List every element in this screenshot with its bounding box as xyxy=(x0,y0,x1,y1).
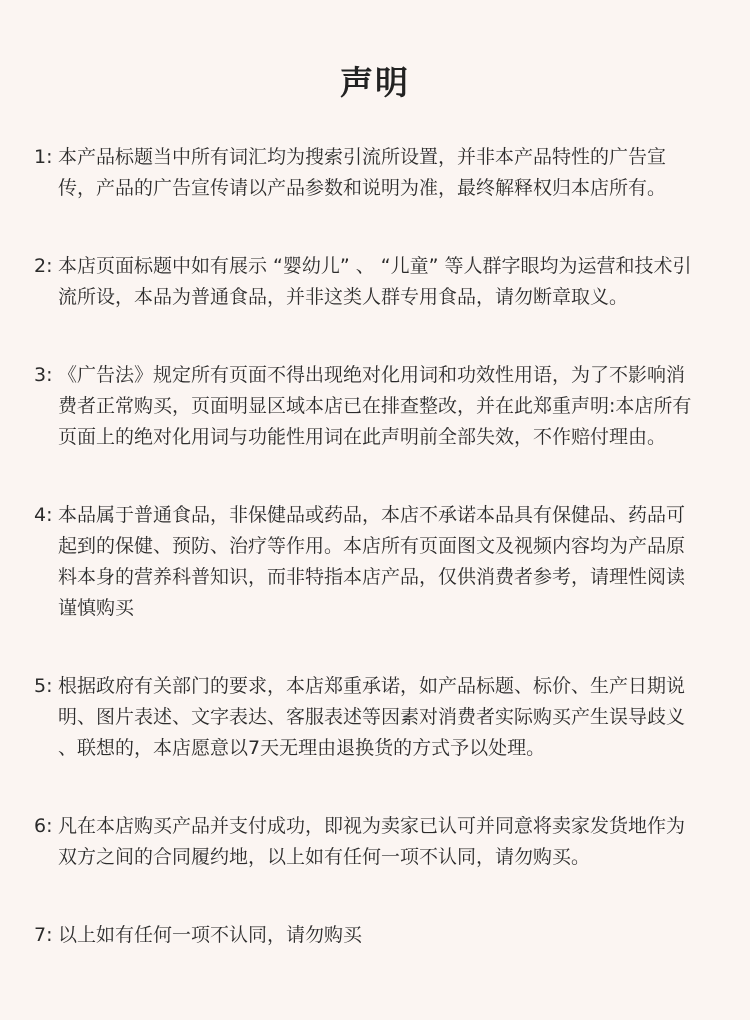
item-text: 以上如有任何一项不认同，请勿购买 xyxy=(58,924,363,946)
statement-item-3 xyxy=(34,360,724,453)
page-title: 声明 xyxy=(340,63,410,102)
item-text: 本店页面标题中如有展示 “婴幼儿” 、 “儿童” 等人群字眼均为运营和技术引 流所设，本品为普通食品，并非这类人群专用食品，请勿断章取义。 xyxy=(58,255,692,308)
item-text: 本品属于普通食品，非保健品或药品，本店不承诺本品具有保健品、药品可 起到的保健、预防、治疗等作用。本店所有页面图文及视频内容均为产品原 料本身的营养科普知识，而非特指本店产品，仅供消费者参考，请理性阅读 谨慎购买 xyxy=(58,504,686,619)
statement-item-5 xyxy=(34,671,724,764)
item-number: 3: xyxy=(34,364,53,386)
item-number: 6: xyxy=(34,815,53,837)
item-number: 7: xyxy=(34,924,53,946)
statement-item-2 xyxy=(34,251,724,313)
item-number: 4: xyxy=(34,504,53,526)
item-text: 凡在本店购买产品并支付成功，即视为卖家已认可并同意将卖家发货地作为 双方之间的合同履约地，以上如有任何一项不认同，请勿购买。 xyxy=(58,815,686,868)
item-text: 根据政府有关部门的要求，本店郑重承诺，如产品标题、标价、生产日期说 明、图片表述、文字表达、客服表述等因素对消费者实际购买产生误导歧义 、联想的，本店愿意以7天无理由退换货的方式予以处理。 xyxy=(58,675,686,759)
statement-item-7 xyxy=(34,920,724,951)
statement-list xyxy=(34,142,724,998)
statement-item-6 xyxy=(34,811,724,873)
item-number: 1: xyxy=(34,146,53,168)
statement-item-4 xyxy=(34,500,724,624)
item-text: 《广告法》规定所有页面不得出现绝对化用词和功效性用语，为了不影响消 费者正常购买，页面明显区域本店已在排查整改，并在此郑重声明:本店所有 页面上的绝对化用词与功能性用词在此声明前全部失效，不作赔付理由。 xyxy=(58,364,692,448)
item-number: 5: xyxy=(34,675,53,697)
statement-item-1 xyxy=(34,142,724,204)
item-text: 本产品标题当中所有词汇均为搜索引流所设置，并非本产品特性的广告宣 传，产品的广告宣传请以产品参数和说明为准，最终解释权归本店所有。 xyxy=(58,146,667,199)
item-number: 2: xyxy=(34,255,53,277)
